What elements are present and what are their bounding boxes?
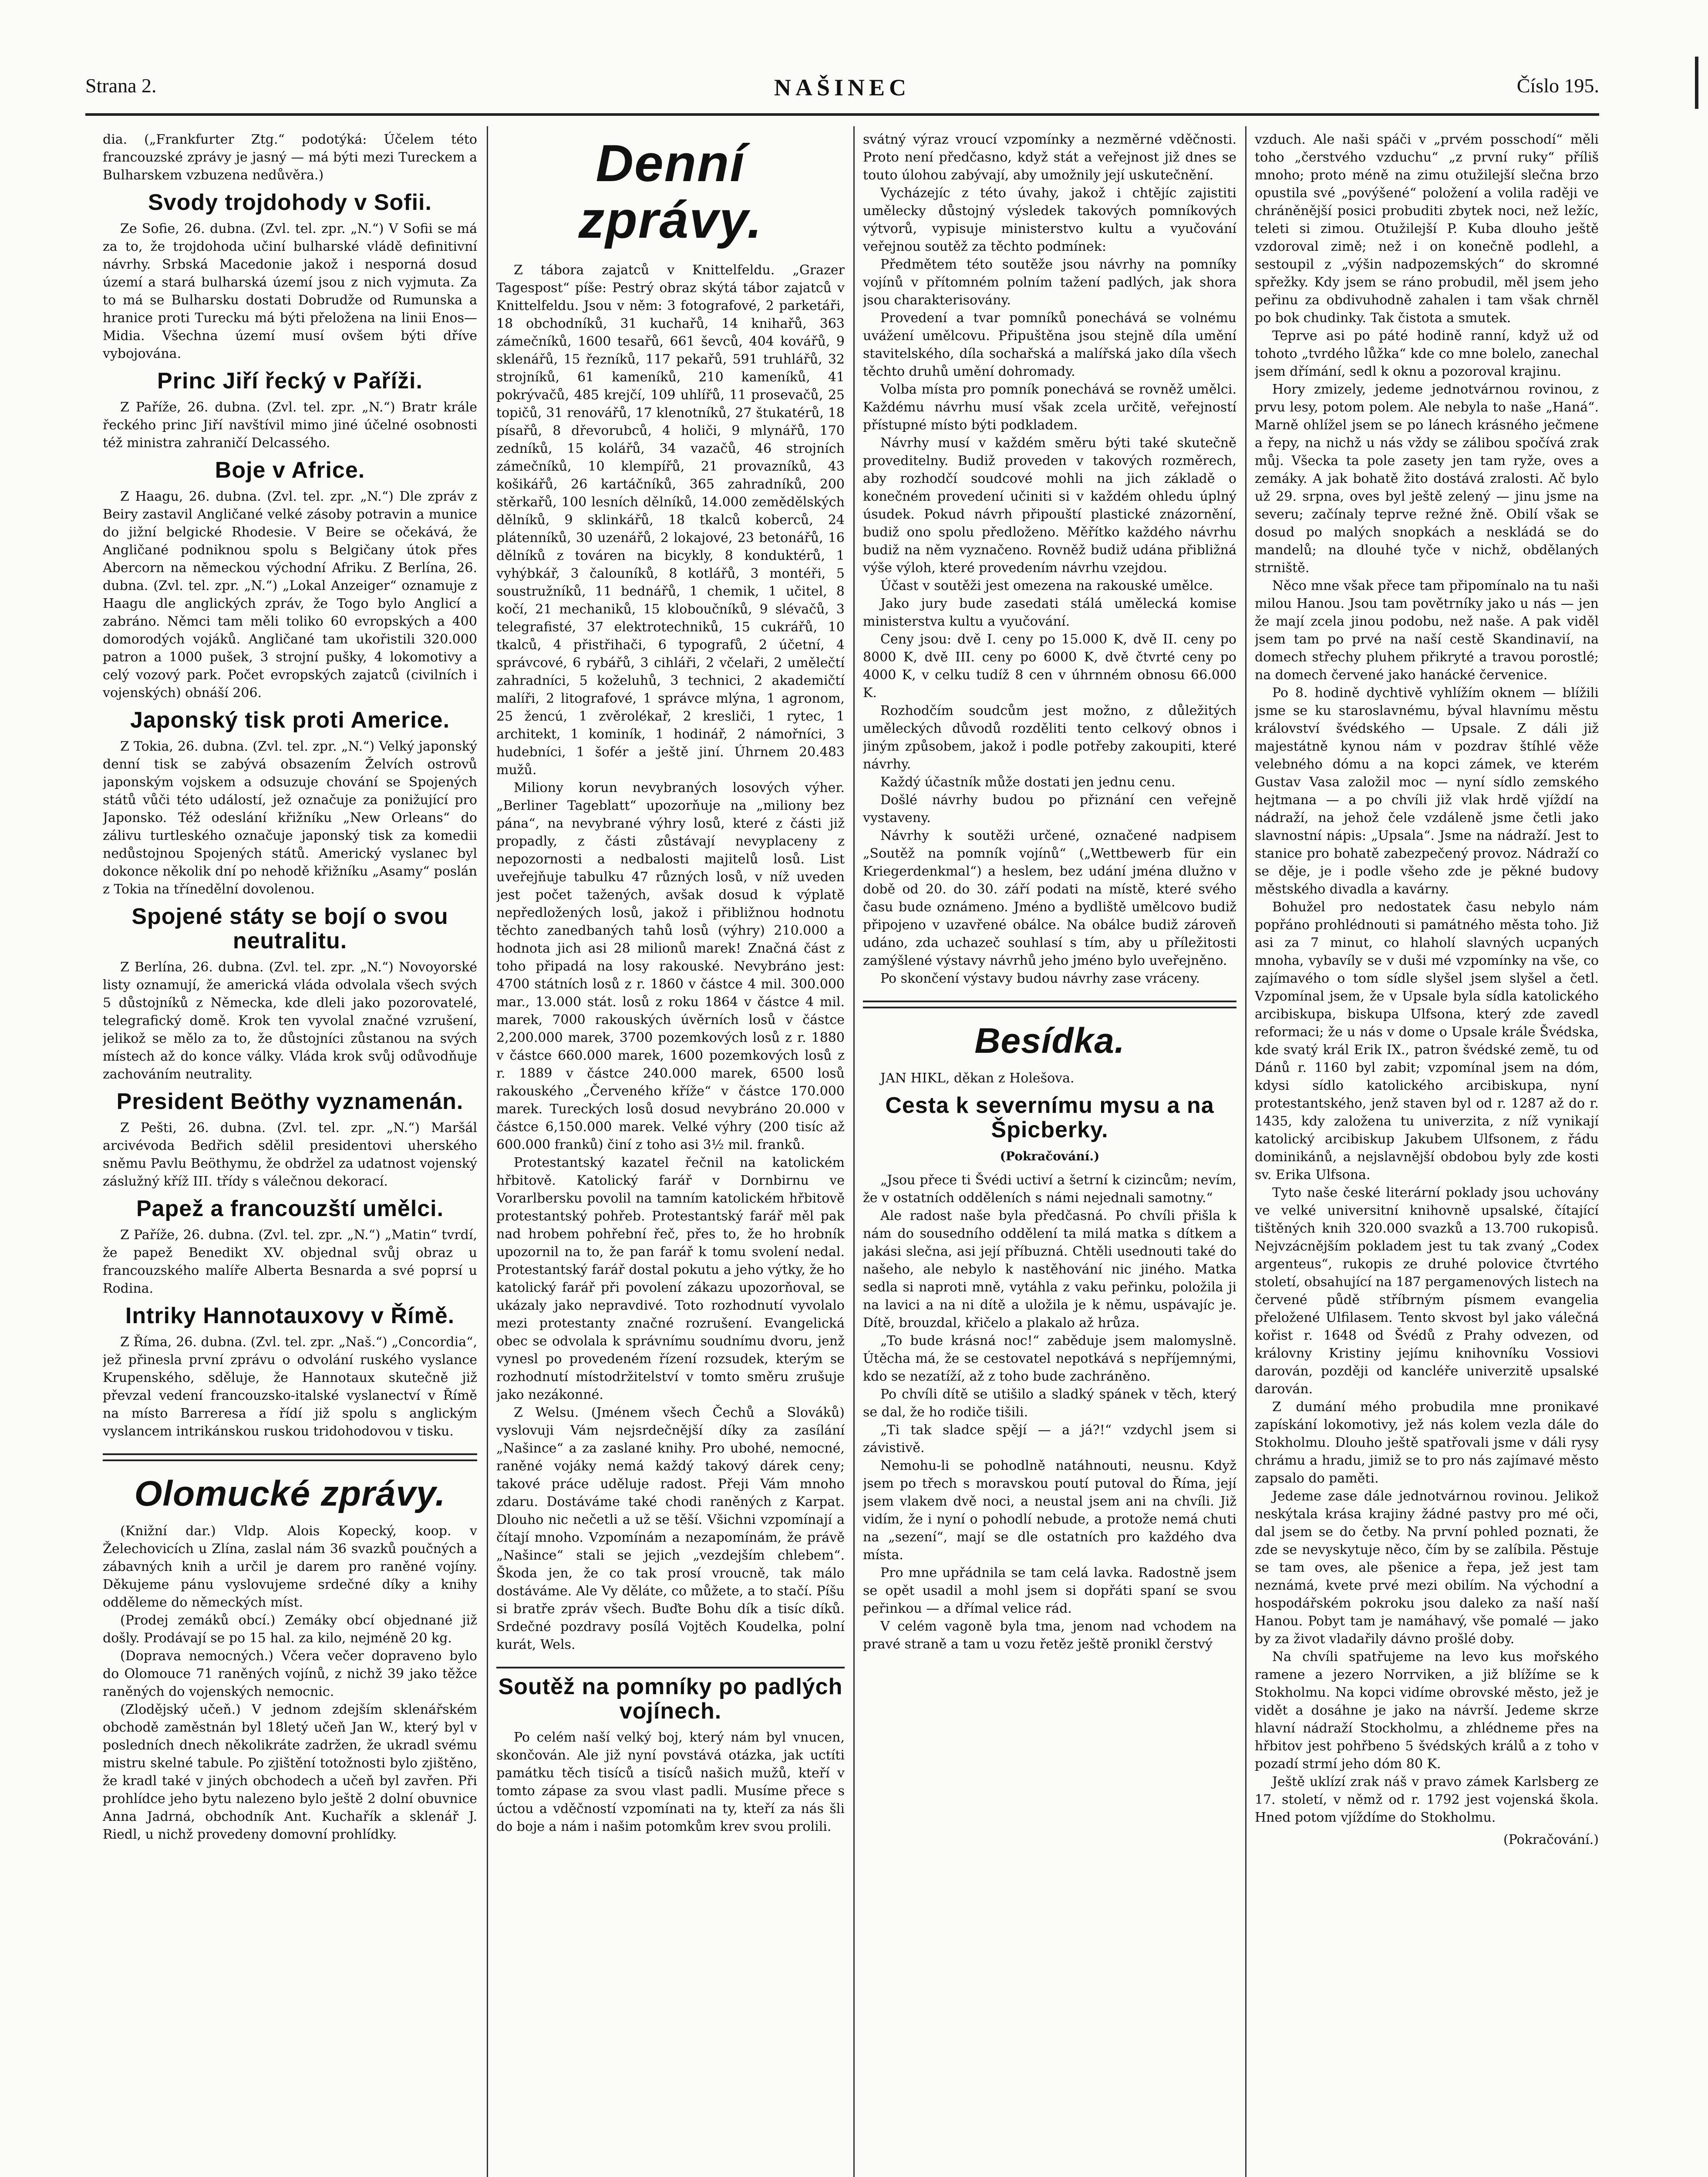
column-divider (1245, 126, 1246, 2177)
besidka-text (863, 1171, 1236, 1653)
page-edge-mark (1695, 57, 1698, 109)
paragraph: Předmětem této soutěže jsou návrhy na pomníky vojínů v přítomném polním tažení padlých, jak shora jsou charakterisovány. (863, 257, 1236, 308)
paragraph: „To bude krásná noc!“ zaběduje jsem malomyslně. Útěcha má, že se cestovatel nepotkává s nepříjemnými, kdo se nezatíží, až z toho bude zachráněno. (863, 1333, 1236, 1384)
article-text: Ze Sofie, 26. dubna. (Zvl. tel. zpr. „N.“) V Sofii se má za to, že trojdohoda učiní bulharské vládě definitivní návrhy. Srbská Macedonie jakož i nesporná dosud území a stará bulharská území jsou z nich vyjmuta. Za to má se Bulharsku dostati Dobrudže od Rumunska a hranice proti Turecku má býti přeložena na linii Enos—Midia. Všechna území musí ovšem býti dříve vybojována. (103, 221, 477, 361)
paragraph: Tyto naše české literární poklady jsou uchovány ve velké universitní knihovně upsalské, čítající tištěných knih 320.000 svazků a 13.700 rukopisů. Nejvzácnějším pokladem jest tu tak zvaný „Codex argenteus“, rukopis ze druhé polovice čtvrtého století, obsahující na 187 pergamenových listech na červené půdě stříbrným písmem evangelia přeložené Ulfilasem. Tento skvost byl jako válečná kořist r. 1648 od Švédů z Prahy odvezen, od královny Kristiny jejímu knihovníku Vossiovi darován, později od kancléře univerzitě upsalské darován. (1255, 1185, 1599, 1397)
olomouc-section-title: Olomucké zprávy. (134, 1474, 446, 1513)
besidka-author: JAN HIKL, děkan z Holešova. (880, 1071, 1075, 1086)
paragraph: vzduch. Ale naši spáči v „prvém posschodí“ měli toho „čerstvého vzduchu“ „z první ruky“ příliš mnoho; proto méně na zimu otužilejší slečna brzo opustila své „povýšené“ položení a volila raději ve chráněnější posici probuditi zbytek noci, než ležíc, teleti si zimou. Otužilejší P. Kuba dlouho ještě vzdoroval zimě; než i on konečně podlehl, a sestoupil z „výšin nadpozemských“ do skromné spřežky. Kdy jsem se ráno probudil, měl jsem jeho peřinu za obdivuhodně zahalen i tam však chrněl po bok chudinky. Tak čistota a smutek. (1255, 132, 1599, 326)
paragraph: V celém vagoně byla tma, jenom nad vchodem na pravé straně a tam u vozu řetěz ještě pronikl čerstvý (863, 1619, 1236, 1652)
paragraph: Hory zmizely, jedeme jednotvárnou rovinou, z prvu lesy, potom polem. Ale nebyla to naše „Haná“. Marně ohlížel jsem se po lánech krásného ječmene a řepy, na nichž u nás vždy se zálibou spočívá zrak můj. Všecka ta pole zasety jen tam ryže, oves a zemáky. A jak bohatě žito dostává zralosti. Ač bylo už 29. srpna, oves byl ještě zelený — jinu jsme na severu; začínaly teprve režné žně. Obilí však se dosud po malých snopkách a neskládá se do mandelů; na dlouhé tyče v nichž, obdělaných strniště. (1255, 382, 1599, 576)
daily-news-title: Denní zprávy. (578, 134, 763, 249)
article-headline: Papež a francouzští umělci. (136, 1196, 444, 1221)
paragraph: Něco mne však přece tam připomínalo na tu naši milou Hanou. Jsou tam povětrníky jako u nás — jen že mají zcela jinou podobu, než naše. A pak viděl jsem tam po prvé na naší cestě Skandinavií, na domech střechy pluhem přikryté a travou porostlé; na domech červené jako hanácké červenice. (1255, 578, 1599, 683)
paragraph: Ceny jsou: dvě I. ceny po 15.000 K, dvě II. ceny po 8000 K, dvě III. ceny po 6000 K, dvě čtvrté ceny po 4000 K, v celku tudíž 8 cen v úhrnném obnosu 66.000 K. (863, 632, 1236, 701)
paragraph: „Jsou přece ti Švédi uctiví a šetrní k cizincům; nevím, že v ostatních odděleních s námi nejednali samotny.“ (863, 1173, 1236, 1206)
besidka-title: Besídka. (974, 1021, 1125, 1061)
article-text: Z Pešti, 26. dubna. (Zvl. tel. zpr. „N.“) Maršál arcivévoda Bedřich sdělil presidentovi uherského sněmu Pavlu Beöthymu, že obdržel za udatnost vojenský záslužný kříž III. třídy s válečnou dekorací. (103, 1120, 477, 1189)
continuation-note: (Pokračování.) (1000, 1149, 1100, 1163)
article-text: Z Berlína, 26. dubna. (Zvl. tel. zpr. „N.“) Novoyorské listy oznamují, že americká vláda odvolala všech svých 5 důstojníků z Německa, kde dleli jako pozorovatelé, telegrafický domě. Krok ten vyvolal značné vzrušení, jelikož se mělo za to, že důstojníci zůstanou na svých místech až do konce války. Vláda krok svůj odůvodňuje zachováním neutrality. (103, 960, 477, 1082)
paragraph: Po chvíli dítě se utišilo a sladký spánek v těch, který se dal, že ho rodiče tišili. (863, 1387, 1236, 1420)
column-divider (487, 126, 488, 2177)
paragraph: Teprve asi po páté hodině ranní, když už od tohoto „tvrdého lůžka“ kde co mne bolelo, zanechal jsem dřímání, sedl k oknu a pozoroval krajinu. (1255, 328, 1599, 379)
paragraph: Z tábora zajatců v Knittelfeldu. „Grazer Tagespost“ píše: Pestrý obraz skýtá tábor zajatců v Knittelfeldu. Jsou v něm: 3 fotografové, 2 parketáři, 18 obchodníků, 31 kuchařů, 14 knihařů, 363 zámečníků, 1600 tesařů, 661 ševců, 404 kovářů, 9 sklenářů, 15 řezníků, 117 pekařů, 591 truhlářů, 32 strojníků, 61 kameníků, 210 kameníků, 41 pokrývačů, 485 krejčí, 109 uhlířů, 11 prosevačů, 25 topičů, 31 renovářů, 17 klenotníků, 27 štukatérů, 18 písařů, 8 dřevorubců, 4 holiči, 9 mlynářů, 170 zedníků, 15 kolářů, 34 vazačů, 46 strojních zámečníků, 10 klempířů, 21 provazníků, 43 košikářů, 26 kartáčníků, 365 zahradníků, 200 stěrkařů, 100 lesních dělníků, 14.000 zemědělských dělníků, 9 sklinkářů, 18 tkalců koberců, 24 plátenníků, 30 uzenářů, 2 lokajové, 23 betonářů, 16 dělníků z továren na bicykly, 8 konduktérů, 1 vyhýbkář, 3 čalouníků, 8 kotlářů, 3 montéři, 5 soustružníků, 11 bednářů, 1 chemik, 1 učitel, 8 kočí, 21 mechaniků, 15 kloboučníků, 9 slévačů, 3 telegrafisté, 37 elektrotechniků, 15 cukrářů, 10 tkalců, 4 přistřihači, 6 typografů, 2 účetní, 4 správcové, 6 rybářů, 3 cihláři, 2 včelaři, 2 umělečtí zahradníci, 5 koželuhů, 3 technici, 2 akademičtí malíři, 2 litografové, 1 správce mlýna, 1 agronom, 25 žencú, 1 zvěrolékař, 2 kresliči, 1 rytec, 1 architekt, 1 kominík, 1 hodinář, 2 námořníci, 3 hudebníci, 1 šofér a ještě jiní. Úhrnem 20.483 mužů. (496, 263, 845, 778)
paragraph: „Ti tak sladce spějí — a já?!“ vzdychl jsem si závistivě. (863, 1422, 1236, 1456)
paragraph: Z dumání mého probudila mne pronikavé zapískání lokomotivy, jež nás kolem vezla dále do Stokholmu. Dlouho ještě spatřovali jsme v dáli rysy chrámu a hradu, jimiž se to pro nás zajímavé město zapsalo do paměti. (1255, 1399, 1599, 1486)
running-head (85, 61, 1599, 116)
paragraph: Na chvíli spatřujeme na levo kus mořského ramene a jezero Norrviken, a již blížíme se k Stokholmu. Na kopci vidíme obrovské město, jež je vidět a dosáhne je jako na návrší. Jedeme skrze hlavní nádraží Stockholmu, a zhlédneme přes na hřbitov jest pohřbeno 5 švédských králů a z toho v pozadí strmí jeho dóm 80 K. (1255, 1649, 1599, 1772)
paragraph: (Doprava nemocných.) Včera večer dopraveno bylo do Olomouce 71 raněných vojínů, z nichž 39 jako těžce raněných do vojenských nemocnic. (103, 1648, 477, 1699)
article-text: Z Paříže, 26. dubna. (Zvl. tel. zpr. „N.“) Bratr krále řeckého princ Jiří navštívil mimo jiné účelné osobnosti též ministra zahraničí Delcassého. (103, 400, 477, 451)
besidka-subtitle: Cesta k severnímu mysu a na Špicberky. (885, 1093, 1214, 1142)
article-headline: President Beöthy vyznamenán. (116, 1089, 464, 1114)
paragraph: Nemohu-li se pohodlně natáhnouti, neusnu. Když jsem po třech s moravskou poutí putoval do Říma, její jsem vlakem dvě noci, a neustal jsem ani na chvíli. Již vidím, že i nyní o pohodlí nebude, a protože nemá chuti na „sezení“, mají se dle ostatních pro každého dva místa. (863, 1458, 1236, 1563)
olomouc-news (103, 1522, 477, 1843)
article-headline: Japonský tisk proti Americe. (130, 708, 450, 733)
issue-number: Číslo 195. (1516, 74, 1599, 97)
paragraph: (Knižní dar.) Vldp. Alois Kopecký, koop. v Želechovicích u Zlína, zaslal nám 36 svazků poučných a zábavných knih a určil je darem pro raněné vojíny. Děkujeme pánu vyslovujeme srdečné díky a knihy odděleme do německých míst. (103, 1523, 477, 1610)
paragraph: Provedení a tvar pomníků ponechává se volnému uvážení umělcovu. Připuštěna jsou stejně díla umění stavitelského, díla sochařská a malířská jako díla všech těchto druhů umění dohromady. (863, 310, 1236, 379)
paragraph: Rozhodčím soudcům jest možno, z důležitých uměleckých důvodů rozděliti tento celkový obnos i jiným způsobem, jakož i podle potřeby zakoupiti, které návrhy. (863, 703, 1236, 772)
article-headline: Spojené státy se bojí o svou neutralitu. (131, 904, 448, 954)
paragraph: Návrhy musí v každém směru býti také skutečně proveditelny. Budiž proveden v takových rozměrech, aby rozhodčí soudcové mohli na jich základě o konečném provedení učiniti si v každém ohledu úplný úsudek. Pokud návrh připouští plastické znázornění, budiž ono spolu předloženo. Měřítko každého návrhu budiž na něm vyznačeno. Rovněž budiž udána přibližná výše výloh, které provedením návrhu vzejdou. (863, 435, 1236, 576)
paragraph: (Zlodějský učeň.) V jednom zdejším sklenářském obchodě zaměstnán byl 18letý učeň Jan W., který byl v posledních dnech několikráte zadržen, že ukradl svému mistru skelné tabule. Po zjištění totožnosti bylo zjištěno, že kradl také v jiných obchodech a učeň byl zavřen. Při prohlídce jeho bytu nalezeno bylo ještě 2 dolní obuvnice Anna Jadrná, obchodník Ant. Kuchařík a sklenář J. Riedl, u nichž provedeny domovní prohlídky. (103, 1702, 477, 1842)
paragraph: Volba místa pro pomník ponechává se rovněž umělci. Každému návrhu musí však zcela určitě, veřejností přístupné místo býti podkladem. (863, 382, 1236, 433)
column-divider (853, 126, 855, 2177)
paragraph: Po 8. hodině dychtivě vyhlížím oknem — blížili jsme se ku staroslavnému, býval hlavnímu městu království švédského — Upsale. Z dáli již majestátně kynou nám v pozdrav štíhlé věže velebného dómu a na kopci zámek, ve kterém Gustav Vasa založil moc — nyní sídlo zemského hejtmana — a po chvíli již vlak hrdě vjíždí na nádraží, na jehož čele vzdáleně jsme četli jako slavnostní nápis: „Upsala“. Jsme na nádraží. Jest to stanice pro bohatě zabezpečený provoz. Nádraží co se děje, je i podle všeho zde je pěkné budovy městského divadla a kavárny. (1255, 685, 1599, 897)
daily-news (496, 261, 845, 1654)
paragraph: Každý účastník může dostati jen jednu cenu. (880, 775, 1176, 790)
paragraph: Ale radost naše byla předčasná. Po chvíli přišla k nám do sousedního oddělení ta milá matka s dítkem a jakási slečna, asi její příbuzná. Chtěli usednouti také do našeho, ale nebylo k nastěhování nic jiného. Matka sedla si naproti mně, vytáhla z vaku peřinku, položila ji na lavici a na ni dítě a uložila je k němu, uspávajíc je. Dítě, brouzdal, křičelo a plakalo až hrůza. (863, 1208, 1236, 1331)
column-2 (496, 131, 845, 2177)
column-1 (103, 131, 477, 2177)
paragraph: Účast v soutěži jest omezena na rakouské umělce. (880, 578, 1213, 593)
paragraph: Miliony korun nevybraných losových výher. „Berliner Tageblatt“ upozorňuje na „miliony bez pána“, na nevybrané výhry losů, které z části již propadly, z části zůstávají nevyplaceny z nepozornosti a nedbalosti majitelů losů. List uveřejňuje tabulku 47 různých losů, v níž uveden jest počet tažených, avšak dosud k výplatě nepředložených losů, jakož i přibližnou hodnotu těchto zanedbaných tahů losů (výhry) 210.000 a hodnota jich asi 28 milionů marek! Značná část z toho připadá na losy rakouské. Nevybráno jest: 4700 státních losů z r. 1860 v částce 4 mil. 300.000 mar., 13.000 stát. losů z roku 1864 v částce 4 mil. marek, 7000 rakouských úvěrních losů v částce 2,200.000 marek, 3700 pozemkových losů z r. 1880 v částce 660.000 marek, 1600 pozemkových losů z r. 1889 v částce 240.000 marek, 6500 losů rakouského „Červeného kříže“ v částce 170.000 marek. Tureckých losů dosud nevybráno 20.000 v částce 6,150.000 marek. Velké výhry (200 tisíc až 600.000 franků) činí z toho asi 3½ mil. franků. (496, 780, 845, 1153)
contest-continuation (863, 131, 1236, 987)
contest-title: Soutěž na pomníky po padlých vojínech. (498, 1674, 843, 1724)
paragraph: Ještě uklízí zrak náš v pravo zámek Karlsberg ze 17. století, v němž od r. 1792 jest vojenská škola. Hned potom vjíždíme do Stokholmu. (1255, 1774, 1599, 1825)
section-divider (496, 1667, 845, 1668)
article-headline: Intriky Hannotauxovy v Římě. (125, 1303, 455, 1328)
paragraph: Protestantský kazatel řečnil na katolickém hřbitově. Katolický farář v Dornbirnu ve Vorarlbersku povolil na tamním katolickém hřbitově protestantský pohřeb. Protestantský farář měl pak nad hrobem pohřební řeč, přes to, že ho hrobník upozornil na to, že pan farář k tomu svolení nedal. Protestantský farář dostal pokutu a jeho výtky, že ho katolický farář při povolení zákazu upozorňoval, se ukázaly jako nepravdivé. Toto rozhodnutí vyvolalo mezi protestanty značné rozrušení. Evangelická obec se odvolala k správnímu soudnímu dvoru, jenž vynesl po provedeném řízení rozsudek, kterým se rozhodnutí místodržitelství v tomto směru zrušuje jako nezákonné. (496, 1155, 845, 1402)
masthead-title: NAŠINEC (774, 74, 911, 101)
section-divider (863, 1001, 1236, 1008)
article-headline: Princ Jiří řecký v Paříži. (157, 368, 423, 394)
paragraph: Došlé návrhy budou po přiznání cen veřejně vystaveny. (863, 792, 1236, 826)
column-4 (1255, 131, 1599, 2177)
paragraph: svátný výraz vroucí vzpomínky a nezměrné vděčnosti. Proto není předčasno, když stát a veřejnost již dnes se touto úlohou zabývají, aby umožnily její uskutečnění. (863, 132, 1236, 183)
paragraph: Vycházejíc z této úvahy, jakož i chtějíc zajistiti umělecky důstojný výsledek takových pomníkových výtvorů, vypisuje ministerstvo kultu a vyučování veřejnou soutěž za těchto podmínek: (863, 185, 1236, 254)
article-text: Z Tokia, 26. dubna. (Zvl. tel. zpr. „N.“) Velký japonský denní tisk se zabývá obsazením Želvích ostrovů japonským vojskem a odsuzuje chování se Spojených států vůči této událostí, jež označuje za ponižující pro Japonsko. Též odeslání křižníku „New Orleans“ do zálivu turtleského označuje japonský tisk za komedii nedůstojnou Spojených států. Americký vyslanec byl dokonce několik dní po nehodě křižníku „Asamy“ poslán z Tokia na třínedělní dovolenou. (103, 739, 477, 897)
paragraph: Po skončení výstavy budou návrhy zase vráceny. (880, 971, 1200, 986)
page-number: Strana 2. (85, 74, 157, 97)
paragraph: Jako jury bude zasedati stálá umělecká komise ministerstva kultu a vyučování. (863, 596, 1236, 629)
paragraph: (Prodej zemáků obcí.) Zemáky obcí objednané již došly. Prodávají se po 15 hal. za kilo, nejméně 20 kg. (103, 1613, 477, 1646)
telegram-articles (103, 190, 477, 1440)
paragraph: Jedeme zase dále jednotvárnou rovinou. Jelikož neskýtala krása krajiny žádné pastvy pro mé oči, dal jsem se do četby. Na první pohled poznati, že zde se nevyskytuje něco, čím by se zalíbila. Pěstuje se tam oves, ale pšenice a řepa, jež jest tam neznámá, kvete prvé mezi obilím. Na východní a hospodářském pokroku jsou daleko za naší naší Hanou. Pobyt tam je namáhavý, vše pomalé — jako by za život vladařily dávno prošlé doby. (1255, 1489, 1599, 1647)
article-headline: Svody trojdohody v Sofii. (148, 190, 432, 215)
contest-text (496, 1729, 845, 1836)
article-text: Z Haagu, 26. dubna. (Zvl. tel. zpr. „N.“) Dle zpráv z Beiry zastavil Angličané velké zásoby potravin a munice do jižní belgické Rhodesie. V Beire se očekává, že Angličané podniknou spolu s Belgičany útok přes Abercorn na německou východní Afriku. Z Berlína, 26. dubna. (Zvl. tel. zpr. „N.“) „Lokal Anzeiger“ oznamuje z Haagu dle anglických zpráv, že Togo bylo Anglicí a zabráno. Němci tam měli toliko 60 evropských a 400 domorodých vojáků. Angličané tam ukořistili 320.000 patron a 1000 pušek, 3 strojní pušky, 4 lokomotivy a celý vozový park. Počet evropských zajatců (civilních i vojenských) obnáší 206. (103, 489, 477, 701)
article-headline: Boje v Africe. (215, 458, 365, 483)
paragraph: Bohužel pro nedostatek času nebylo nám popřáno prohlédnouti si památného města toho. Již asi za 7 minut, co hlaholí slavných ucpaných mnoha, vybavíly se v duši mé vzpomínky na vše, co zajímavého o tom sídle slyšel jsem slyšel a četl. Vzpomínal jsem, že v Upsale byla sídla katolického arcibiskupa, biskupa Ulfsona, který zde zavedl reformaci; že u nás v dome o Upsale krále Švédska, kde svatý král Erik IX., patron švédské země, tu od Dánů r. 1160 byl zabit; vzpomínal jsem na dóm, kdysi sídlo katolického arcibiskupa, nyní protestantského, jenž staven byl od r. 1287 až do r. 1435, kdy založena tu univerzita, z níž vynikají katolický arcibiskup Jakubem Ulfsonem, z řádu dominikánů, a nejslavnější obdobou byly zde kosti sv. Erika Ulfsona. (1255, 900, 1599, 1183)
article-text: Z Říma, 26. dubna. (Zvl. tel. zpr. „Naš.“) „Concordia“, jež přinesla první zprávu o odvolání ruského vyslance Krupenského, sděluje, že Hannotaux skutečně již převzal vedení francouzsko-italské vyslanectví v Římě na místo Barreresa a řídí již spolu s anglickým vyslancem intrikánskou ruskou tridohodovou v tisku. (103, 1335, 477, 1439)
travel-continuation (1255, 131, 1599, 1827)
intro-paragraph: dia. („Frankfurter Ztg.“ podotýká: Účelem této francouzské zprávy je jasný — má býti mezi Tureckem a Bulharskem vzbuzena nedůvěra.) (103, 132, 477, 183)
paragraph: Z Welsu. (Jménem všech Čechů a Slováků) vyslovuji Vám nejsrdečnější díky za zasílání „Našince“ a za zaslané knihy. Pro ubohé, nemocné, raněné vojáky nemá každý takový dárek ceny; takové práce uděluje radost. Přeji Vám mnoho zdaru. Dostáváme také chodi raněných z Karpat. Dlouho nic nečetli a už se těší. Všichni vzpomínají a čítají mnoho. Vzpomínám a nezapomínám, že právě „Našince“ stali se jejich „vezdejším chlebem“. Škoda jen, že co tak prosí vroucně, tak málo dostáváme. Ale Vy děláte, co můžete, a to stačí. Píšu si bratře zpráv všech. Buďte Bohu dík a tisíc díků. Srdečné pozdravy posílá Vojtěch Koudelka, polní kurát, Wels. (496, 1405, 845, 1652)
column-3 (863, 131, 1236, 2177)
article-text: Z Paříže, 26. dubna. (Zvl. tel. zpr. „N.“) „Matin“ tvrdí, že papež Benedikt XV. objednal svůj obraz u francouzského malíře Alberta Besnarda a své poprsí u Rodina. (103, 1227, 477, 1296)
paragraph: Pro mne upřádnila se tam celá lavka. Radostně jsem se opět usadil a mohl jsem si dopřáti spaní se svou peřinkou — a dřímal velice rád. (863, 1565, 1236, 1616)
continuation-end: (Pokračování.) (1503, 1832, 1599, 1847)
paragraph: Po celém naší velký boj, který nám byl vnucen, skončován. Ale již nyní povstává otázka, jak uctíti památku těch tisíců a tisíců našich mužů, kteří v tomto zápase za svou vlast padli. Musíme přece s úctou a vděčností vzpomínati na ty, kteří za nás šli do boje a nám i našim potomkům krev svou prolili. (496, 1730, 845, 1834)
paragraph: Návrhy k soutěži určené, označené nadpisem „Soutěž na pomník vojínů“ („Wettbewerb für ein Kriegerdenkmal“) a heslem, bez udání jména dlužno v době od 20. do 30. září podati na místě, které svého času bude oznámeno. Jméno a bydliště umělcovo budiž připojeno v uzavřené obálce. Na obálce budiž zároveň udáno, zda uchazeč souhlasí s tím, aby u příležitosti zamýšlené výstavy návrhů jeho jméno bylo uveřejněno. (863, 828, 1236, 968)
section-divider (103, 1453, 477, 1461)
